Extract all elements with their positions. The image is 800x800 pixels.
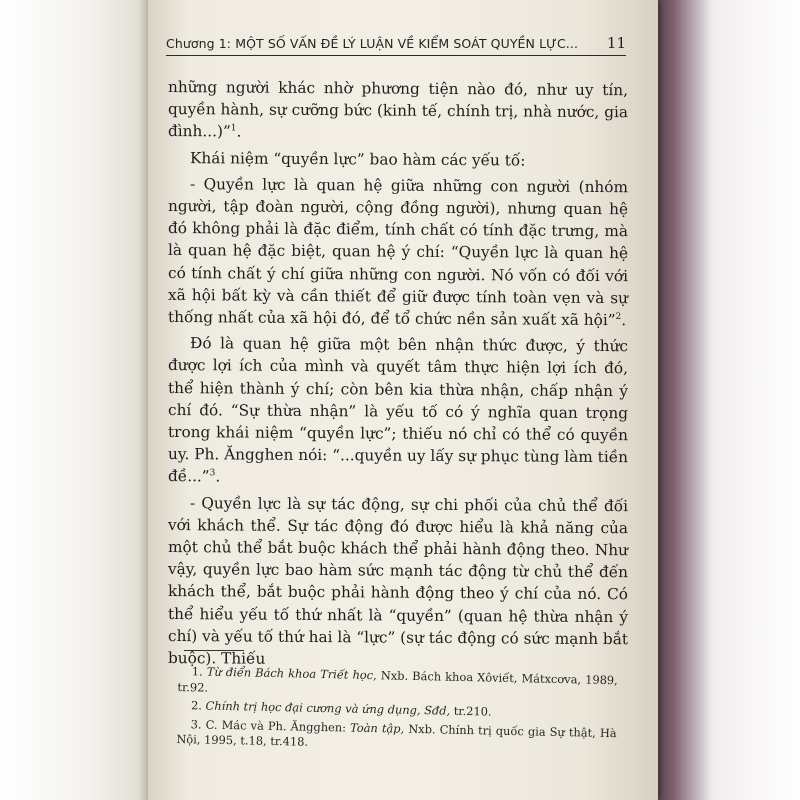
footnote-divider: [184, 650, 244, 651]
footnote-2-details: tr.210.: [450, 703, 492, 719]
footnote-2-title: Chính trị học đại cương và ứng dụng, Sđd,: [205, 698, 451, 718]
paragraph-3-text: - Quyền lực là quan hệ giữa những con người (nhóm người, tập đoàn người, cộng đồng người), nhưng quan hệ đó không phải là đặc điểm, tính chất có tính đặc trưng, mà là quan hệ đặc biệt, quan hệ ý chí: “Quyền lực là quan hệ có tính chất ý chí giữa những con người. Nó vốn có đối với xã hội bất kỳ và cần thiết để giữ được tính toàn vẹn và sự thống nhất của xã hội đó, để tổ chức nền sản xuất xã hội”: [168, 174, 628, 330]
paragraph-1: [168, 76, 628, 146]
footnote-3-number: 3.: [190, 716, 202, 732]
book-page: [148, 0, 658, 800]
paragraph-1-end: .: [236, 122, 242, 141]
page-number: 11: [606, 34, 626, 52]
chapter-title: Chương 1: MỘT SỐ VẤN ĐỀ LÝ LUẬN VỀ KIỂM SOÁT QUYỀN LỰC...: [166, 36, 579, 51]
footnote-3-title: Toàn tập,: [349, 720, 405, 736]
footnote-1-title: Từ điển Bách khoa Triết học,: [206, 664, 377, 683]
left-background: [0, 0, 150, 800]
footnote-3-authors: C. Mác và Ph. Ăngghen:: [205, 717, 351, 735]
footnote-2-number: 2.: [190, 698, 203, 713]
book-cover-edge: [655, 0, 800, 800]
running-header: [166, 34, 626, 56]
paragraph-3-end: .: [621, 311, 627, 330]
paragraph-4-end: .: [215, 467, 221, 486]
footnote-3-details: Nxb. Chính trị quốc gia Sự thật, Hà Nội, 1995, t.18, tr.418.: [176, 721, 617, 749]
footnote-ref-1: 1: [230, 123, 237, 134]
paragraph-5: - Quyền lực là sự tác động, sự chi phối của chủ thể đối với khách thể. Sự tác động đó được hiểu là khả năng của một chủ thể bắt buộc khách thể phải hành động theo. Như vậy, quyền lực bao hàm sức mạnh tác động từ chủ thể đến khách thể, bắt buộc phải hành động theo ý chí của nó. Có thể hiểu yếu tố thứ nhất là “quyền” (quan hệ thừa nhận ý chí) và yếu tố thứ hai là “lực” (sự tác động có sức mạnh bắt buộc). Thiếu: [168, 493, 628, 668]
paragraph-2: Khái niệm “quyền lực” bao hàm các yếu tố:: [190, 148, 526, 170]
footnote-3: [176, 716, 617, 756]
paragraph-4-text: Đó là quan hệ giữa một bên nhận thức được, ý thức được lợi ích của mình và quyết tâm thực hiện lợi ích đó, thể hiện thành ý chí; còn bên kia thừa nhận, chấp nhận ý chí đó. “Sự thừa nhận” là yếu tố có ý nghĩa quan trọng trong khái niệm “quyền lực”; thiếu nó chỉ có thể có quyền uy. Ph. Ăngghen nói: “...quyền uy lấy sự phục tùng làm tiền đề...”: [168, 334, 628, 486]
body-text: [168, 76, 628, 679]
footnotes: [176, 664, 618, 760]
paragraph-1-text: những người khác nhờ phương tiện nào đó, như uy tín, quyền hành, sự cưỡng bức (kinh tế, chính trị, nhà nước, gia đình...)”: [168, 78, 628, 141]
paragraph-3: [168, 173, 628, 332]
footnote-ref-2: 2: [615, 312, 622, 323]
paragraph-4: [168, 332, 628, 491]
footnote-ref-3: 3: [209, 468, 216, 479]
footnote-1-details: Nxb. Bách khoa Xôviết, Mátxcơva, 1989, tr.92.: [177, 668, 618, 695]
footnote-1-number: 1.: [191, 664, 203, 679]
